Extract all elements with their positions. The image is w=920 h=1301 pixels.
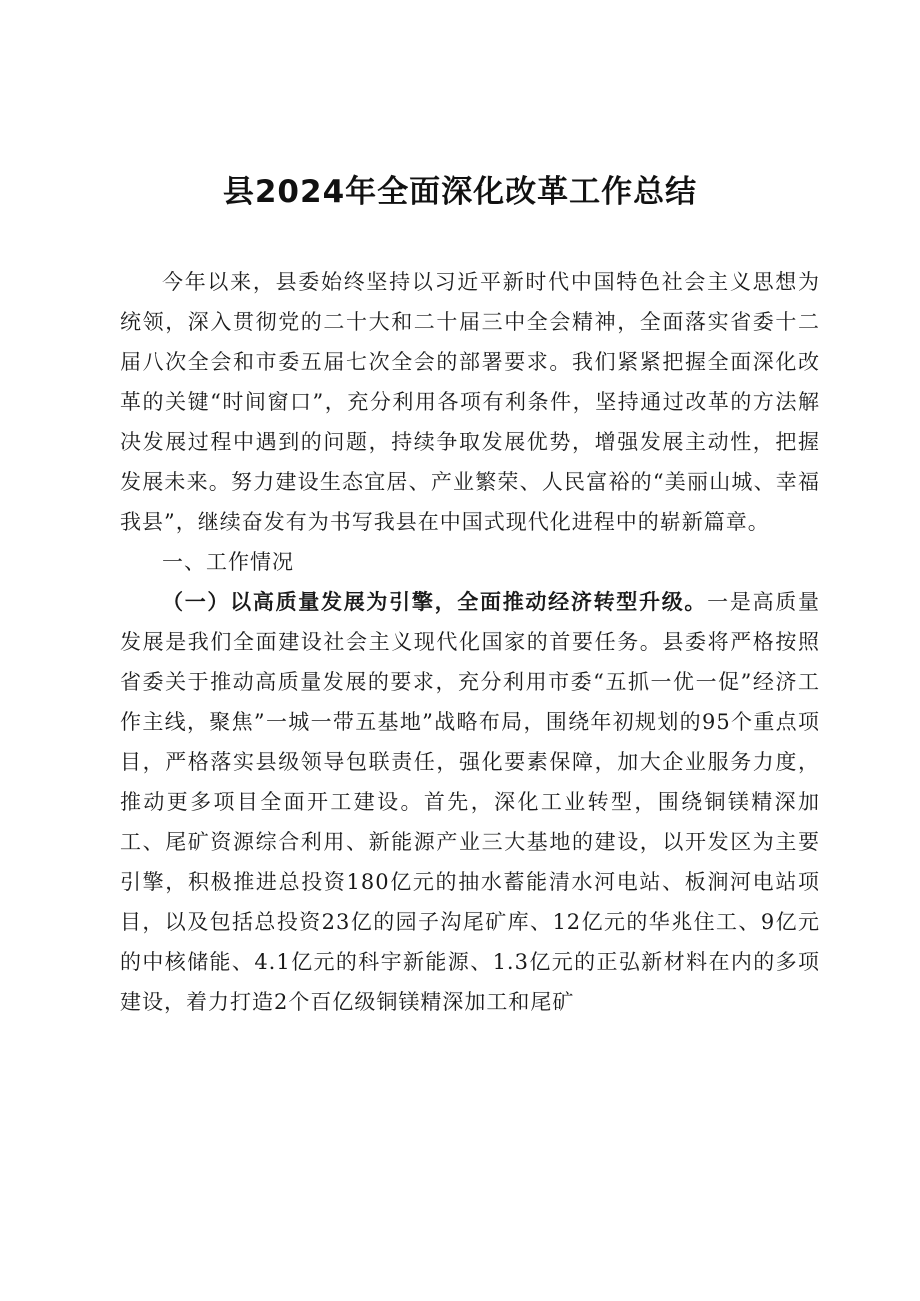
subsection-paragraph [120,582,820,1022]
subsection-body: 一是高质量发展是我们全面建设社会主义现代化国家的首要任务。县委将严格按照省委关于推动高质量发展的要求，充分利用市委“五抓一优一促”经济工作主线，聚焦”一城一带五基地”战略布局，围绕年初规划的95个重点项目，严格落实县级领导包联责任，强化要素保障，加大企业服务力度，推动更多项目全面开工建设。首先，深化工业转型，围绕铜镁精深加工、尾矿资源综合利用、新能源产业三大基地的建设，以开发区为主要引擎，积极推进总投资180亿元的抽水蓄能清水河电站、板涧河电站项目，以及包括总投资23亿的园子沟尾矿库、12亿元的华兆住工、9亿元的中核储能、4.1亿元的科宇新能源、1.3亿元的正弘新材料在内的多项建设，着力打造2个百亿级铜镁精深加工和尾矿 [120,590,820,1014]
subsection-lead: （一）以高质量发展为引擎，全面推动经济转型升级。 [162,590,708,614]
document-body [120,262,820,1022]
section-heading: 一、工作情况 [162,550,294,574]
document-title: 县2024年全面深化改革工作总结 [222,174,698,210]
intro-paragraph: 今年以来，县委始终坚持以习近平新时代中国特色社会主义思想为统领，深入贯彻党的二十大和二十届三中全会精神，全面落实省委十二届八次全会和市委五届七次全会的部署要求。我们紧紧把握全面深化改革的关键“时间窗口”，充分利用各项有利条件，坚持通过改革的方法解决发展过程中遇到的问题，持续争取发展优势，增强发展主动性，把握发展未来。努力建设生态宜居、产业繁荣、人民富裕的“美丽山城、幸福我县”，继续奋发有为书写我县在中国式现代化进程中的崭新篇章。 [120,270,820,534]
